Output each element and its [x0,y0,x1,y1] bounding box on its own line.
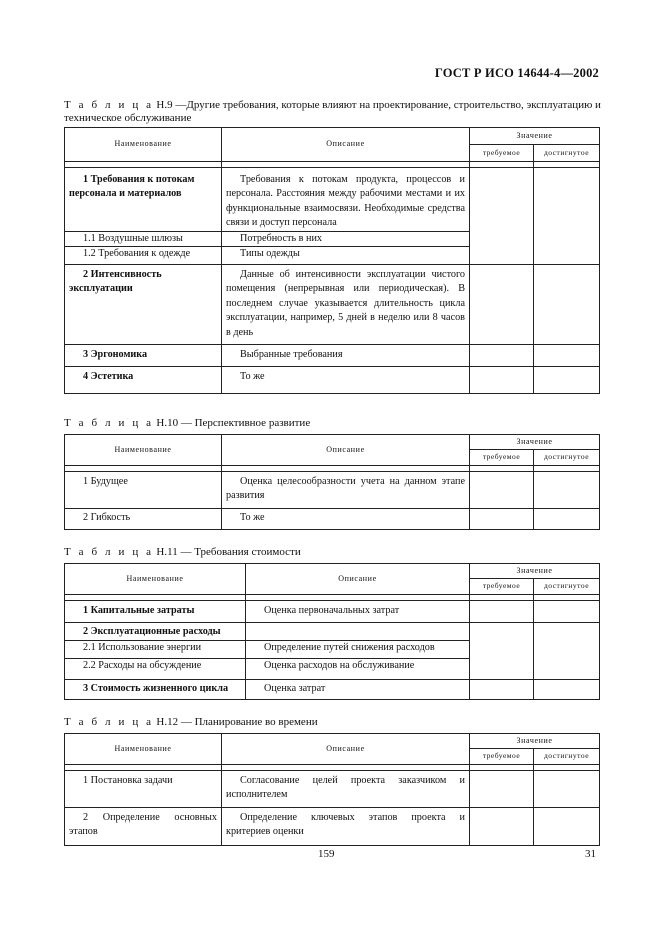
table-9-title: Н.9 —Другие требования, которые влияют на проектирование, строительство, эксплуатацию и техническое обслуживание [64,99,601,124]
col-header-name: Наименование [65,734,222,765]
col-header-achieved: достигнутое [534,450,600,465]
col-header-achieved: достигнутое [534,145,600,162]
row-name: 2.2 Расходы на обсуждение [65,658,246,679]
col-header-achieved: достигнутое [534,749,600,764]
col-header-value: Значение [470,564,600,579]
table-row [65,168,600,232]
row-description: Потребность в них [222,231,470,246]
table-9-label: Т а б л и ц а [64,99,154,111]
table-10-title: Н.10 — Перспективное развитие [153,417,311,429]
page-number-center: 159 [318,848,335,860]
row-name: 1 Капитальные затраты [65,600,246,622]
table-10 [64,434,600,530]
table-12-label: Т а б л и ц а [64,716,154,728]
page-number-right: 31 [585,848,596,860]
table-row [65,679,600,699]
row-name: 2.1 Использование энергии [65,640,246,658]
row-description: Оценка целесообразности учета на данном этапе развития [222,471,470,508]
table-12-caption [64,716,604,729]
col-header-description: Описание [246,564,470,595]
row-name: 1 Требования к потокам персонала и материалов [65,168,222,232]
row-description: Выбранные требования [222,345,470,367]
row-description: Типы одежды [222,247,470,265]
col-header-value: Значение [470,734,600,749]
row-description: Оценка затрат [246,679,470,699]
col-header-achieved: достигнутое [534,579,600,594]
table-row [65,367,600,394]
table-row [65,345,600,367]
table-row [65,622,600,640]
col-header-name: Наименование [65,564,246,595]
col-header-name: Наименование [65,435,222,466]
col-header-description: Описание [222,128,470,162]
col-header-value: Значение [470,435,600,450]
row-name: 2 Определение основных этапов [65,807,222,846]
row-name: 1.2 Требования к одежде [65,247,222,265]
row-name: 2 Эксплуатационные расходы [65,622,246,640]
row-description: Оценка первоначальных затрат [246,600,470,622]
standard-header: ГОСТ Р ИСО 14644-4—2002 [434,66,599,80]
col-header-required: требуемое [470,450,534,465]
row-name: 3 Стоимость жизненного цикла [65,679,246,699]
table-row [65,508,600,529]
table-9-caption [64,99,604,125]
col-header-value: Значение [470,128,600,145]
row-description [246,622,470,640]
row-name: 1.1 Воздушные шлюзы [65,231,222,246]
table-11-title: Н.11 — Требования стоимости [153,546,301,558]
table-row [65,600,600,622]
table-row [65,770,600,807]
row-name: 1 Постановка задачи [65,770,222,807]
col-header-required: требуемое [470,749,534,764]
table-10-label: Т а б л и ц а [64,417,154,429]
row-name: 4 Эстетика [65,367,222,394]
row-name: 2 Интенсивность эксплуатации [65,265,222,345]
row-description: Данные об интенсивности эксплуатации чистого помещения (непрерывная или периодическая). В последнем случае указывается длительность цикла эксплуатации, например, 5 дней в неделю или 8 часов в день [222,265,470,345]
row-description: Оценка расходов на обслуживание [246,658,470,679]
col-header-required: требуемое [470,145,534,162]
row-name: 2 Гибкость [65,508,222,529]
col-header-name: Наименование [65,128,222,162]
row-description: Требования к потокам продукта, процессов и персонала. Расстояния между рабочими местами и их функциональные взаимосвязи. Необходимые средства связи и доступ персонала [222,168,470,232]
table-11-label: Т а б л и ц а [64,546,154,558]
row-description: Определение ключевых этапов проекта и критериев оценки [222,807,470,846]
table-12 [64,733,600,846]
col-header-description: Описание [222,734,470,765]
row-description: То же [222,367,470,394]
row-name: 3 Эргономика [65,345,222,367]
table-row [65,471,600,508]
table-12-title: Н.12 — Планирование во времени [153,716,318,728]
table-11-caption [64,546,604,559]
col-header-description: Описание [222,435,470,466]
table-10-caption [64,417,604,430]
row-name: 1 Будущее [65,471,222,508]
table-row [65,265,600,345]
row-description: Согласование целей проекта заказчиком и исполнителем [222,770,470,807]
col-header-required: требуемое [470,579,534,594]
table-row [65,807,600,846]
row-description: Определение путей снижения расходов [246,640,470,658]
table-9 [64,127,600,394]
row-description: То же [222,508,470,529]
table-11 [64,563,600,700]
